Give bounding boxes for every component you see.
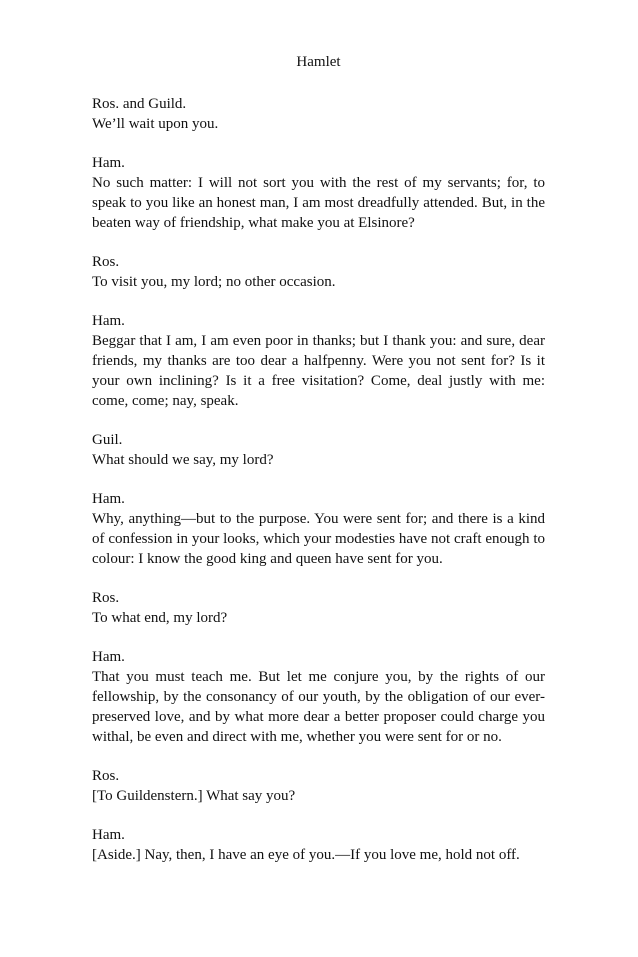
speaker-name: Guil.: [92, 432, 123, 448]
speech-block: [92, 489, 545, 569]
speech-text: Beggar that I am, I am even poor in thanks; but I thank you: and sure, dear friends, my thanks are too dear a halfpenny. Were you not sent for? Is it your own inclining? Is it a free visitation? Come, deal justly with me: come, come; nay, speak.: [92, 333, 545, 409]
speech-text: To visit you, my lord; no other occasion.: [92, 274, 336, 290]
speaker-name: Ham.: [92, 313, 125, 329]
speech-block: [92, 647, 545, 747]
speaker-name: Ham.: [92, 155, 125, 171]
speech-text: What should we say, my lord?: [92, 452, 274, 468]
document-page: [92, 52, 545, 884]
speech-block: [92, 94, 545, 134]
speech-block: [92, 311, 545, 411]
speech-text: [To Guildenstern.] What say you?: [92, 788, 296, 804]
speaker-name: Ham.: [92, 491, 125, 507]
speaker-name: Ros.: [92, 768, 120, 784]
speech-text: [Aside.] Nay, then, I have an eye of you.—If you love me, hold not off.: [92, 847, 520, 863]
speech-block: [92, 430, 545, 470]
speaker-name: Ham.: [92, 827, 125, 843]
speech-text: Why, anything—but to the purpose. You were sent for; and there is a kind of confession in your looks, which your modesties have not craft enough to colour: I know the good king and queen have sent for you.: [92, 511, 545, 567]
speaker-name: Ros.: [92, 254, 120, 270]
speech-block: [92, 825, 545, 865]
page-title: Hamlet: [296, 54, 341, 70]
speaker-name: Ham.: [92, 649, 125, 665]
speech-block: [92, 588, 545, 628]
speech-text: No such matter: I will not sort you with the rest of my servants; for, to speak to you like an honest man, I am most dreadfully attended. But, in the beaten way of friendship, what make you at Elsinore?: [92, 175, 545, 231]
speaker-name: Ros.: [92, 590, 120, 606]
speaker-name: Ros. and Guild.: [92, 96, 187, 112]
speech-block: [92, 252, 545, 292]
speech-text: That you must teach me. But let me conjure you, by the rights of our fellowship, by the consonancy of our youth, by the obligation of our ever-preserved love, and by what more dear a better proposer could charge you withal, be even and direct with me, whether you were sent for or no.: [92, 669, 545, 745]
speech-text: To what end, my lord?: [92, 610, 228, 626]
speech-block: [92, 153, 545, 233]
speech-text: We’ll wait upon you.: [92, 116, 219, 132]
speech-block: [92, 766, 545, 806]
